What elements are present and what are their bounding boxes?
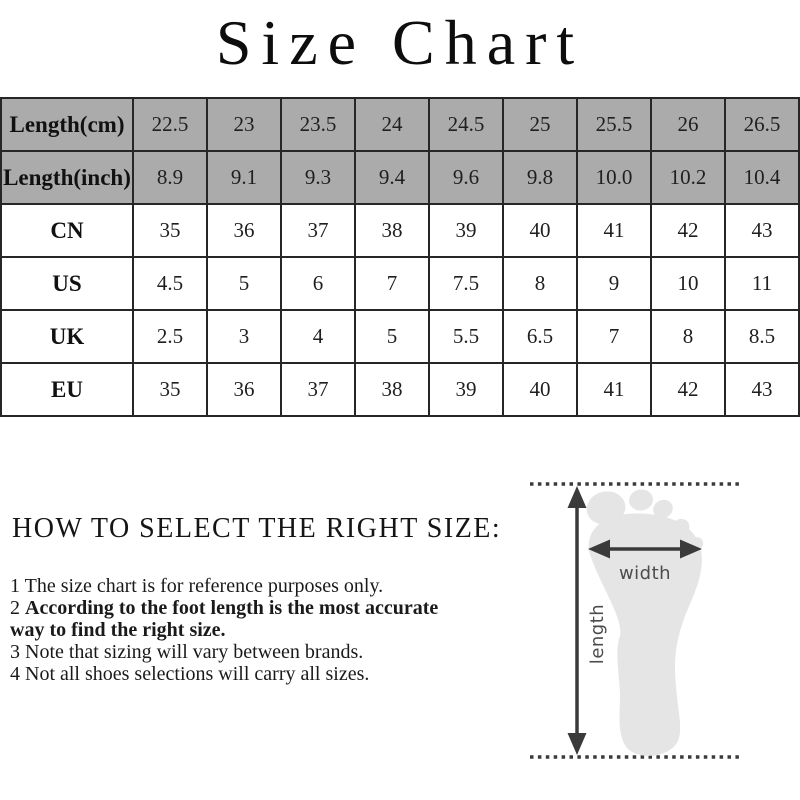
table-row-cn [1, 204, 799, 257]
row-header: CN [1, 204, 133, 257]
table-cell: 24.5 [429, 98, 503, 151]
table-cell: 39 [429, 363, 503, 416]
table-cell: 25.5 [577, 98, 651, 151]
table-cell: 39 [429, 204, 503, 257]
table-cell: 8 [651, 310, 725, 363]
table-cell: 8.9 [133, 151, 207, 204]
howto-list [10, 575, 456, 685]
table-cell: 9.6 [429, 151, 503, 204]
table-row-us [1, 257, 799, 310]
table-cell: 4 [281, 310, 355, 363]
item-number: 2 [10, 597, 20, 619]
table-cell: 37 [281, 204, 355, 257]
table-cell: 42 [651, 204, 725, 257]
table-cell: 35 [133, 363, 207, 416]
size-table [0, 97, 800, 417]
arrow-head-down [568, 733, 587, 755]
item-number: 1 [10, 575, 20, 597]
second-toe [627, 488, 654, 513]
row-header: Length(inch) [1, 151, 133, 204]
table-cell: 43 [725, 204, 799, 257]
table-cell: 5 [207, 257, 281, 310]
table-cell: 11 [725, 257, 799, 310]
table-cell: 38 [355, 363, 429, 416]
table-cell: 9.8 [503, 151, 577, 204]
table-cell: 7.5 [429, 257, 503, 310]
table-cell: 38 [355, 204, 429, 257]
foot-measurement-diagram [520, 460, 800, 790]
arrow-head-up [568, 486, 587, 508]
table-cell: 23 [207, 98, 281, 151]
item-number: 3 [10, 641, 20, 663]
table-cell: 37 [281, 363, 355, 416]
table-cell: 10 [651, 257, 725, 310]
table-row-uk [1, 310, 799, 363]
howto-heading: HOW TO SELECT THE RIGHT SIZE: [12, 513, 502, 544]
table-cell: 9.3 [281, 151, 355, 204]
table-cell: 41 [577, 204, 651, 257]
table-cell: 36 [207, 204, 281, 257]
table-cell: 40 [503, 204, 577, 257]
table-cell: 2.5 [133, 310, 207, 363]
table-cell: 43 [725, 363, 799, 416]
table-cell: 9.4 [355, 151, 429, 204]
table-cell: 10.2 [651, 151, 725, 204]
length-arrow [568, 486, 587, 755]
table-cell: 7 [577, 310, 651, 363]
width-label: width [618, 563, 672, 584]
item-number: 4 [10, 663, 20, 685]
item-text: Note that sizing will vary between brands. [25, 641, 364, 663]
table-row-length-cm [1, 98, 799, 151]
table-cell: 8.5 [725, 310, 799, 363]
table-cell: 7 [355, 257, 429, 310]
length-label: length [587, 603, 608, 665]
howto-item-4 [10, 663, 456, 685]
table-cell: 5 [355, 310, 429, 363]
item-text: According to the foot length is the most accurate way to find the right size. [10, 597, 439, 641]
table-cell: 22.5 [133, 98, 207, 151]
page-title: Size Chart [215, 7, 585, 78]
item-text: Not all shoes selections will carry all sizes. [25, 663, 370, 685]
table-cell: 6.5 [503, 310, 577, 363]
row-header: Length(cm) [1, 98, 133, 151]
table-cell: 35 [133, 204, 207, 257]
table-cell: 42 [651, 363, 725, 416]
table-cell: 10.0 [577, 151, 651, 204]
table-cell: 5.5 [429, 310, 503, 363]
howto-item-2 [10, 597, 456, 641]
table-cell: 10.4 [725, 151, 799, 204]
table-cell: 6 [281, 257, 355, 310]
table-cell: 41 [577, 363, 651, 416]
table-cell: 24 [355, 98, 429, 151]
table-cell: 36 [207, 363, 281, 416]
table-cell: 26.5 [725, 98, 799, 151]
howto-item-3 [10, 641, 456, 663]
table-cell: 9.1 [207, 151, 281, 204]
table-cell: 26 [651, 98, 725, 151]
table-row-eu [1, 363, 799, 416]
row-header: EU [1, 363, 133, 416]
table-cell: 40 [503, 363, 577, 416]
table-cell: 25 [503, 98, 577, 151]
table-cell: 9 [577, 257, 651, 310]
row-header: US [1, 257, 133, 310]
howto-item-1 [10, 575, 456, 597]
table-cell: 8 [503, 257, 577, 310]
table-cell: 4.5 [133, 257, 207, 310]
table-cell: 23.5 [281, 98, 355, 151]
table-row-length-inch [1, 151, 799, 204]
item-text: The size chart is for reference purposes only. [24, 575, 384, 597]
row-header: UK [1, 310, 133, 363]
table-cell: 3 [207, 310, 281, 363]
